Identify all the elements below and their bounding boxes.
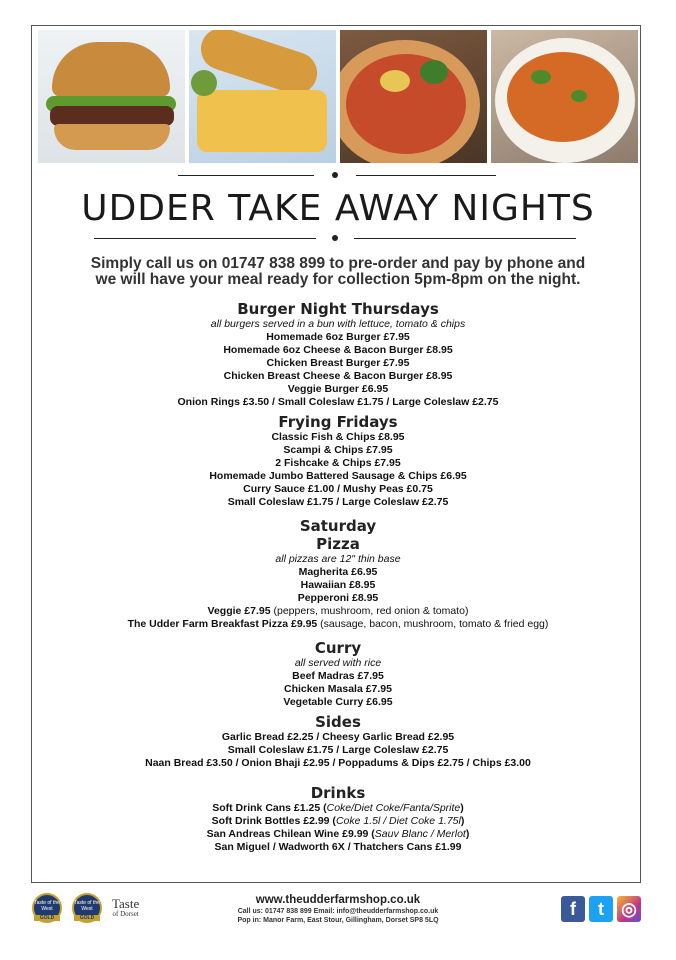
pizza-photo: [340, 30, 487, 163]
section-heading: Drinks: [310, 784, 366, 802]
menu-item-name: Soft Drink Bottles £2.99 (: [211, 815, 336, 827]
section-sides: [0, 713, 676, 770]
menu-item: [0, 605, 676, 618]
logo-text: Taste: [112, 896, 140, 911]
menu-item: Homemade 6oz Burger £7.95: [266, 331, 410, 343]
menu-item: Veggie Burger £6.95: [287, 383, 389, 395]
award-badge: GOLD: [74, 915, 100, 921]
burger-photo: [38, 30, 185, 163]
menu-item: Chicken Breast Cheese & Bacon Burger £8.95: [223, 370, 453, 382]
section-heading: Curry: [314, 639, 362, 657]
intro-line-2: we will have your meal ready for collection 5pm-8pm on the night.: [95, 271, 581, 288]
menu-item: Onion Rings £3.50 / Small Coleslaw £1.75 / Large Coleslaw £2.75: [177, 396, 499, 408]
menu-item-desc: Sauv Blanc / Merlot: [374, 828, 466, 840]
menu-item: Pepperoni £8.95: [297, 592, 379, 604]
section-heading: Sides: [315, 713, 361, 731]
section-note: all served with rice: [294, 657, 382, 669]
menu-item: Garlic Bread £2.25 / Cheesy Garlic Bread £2.95: [221, 731, 455, 743]
menu-item: Chicken Breast Burger £7.95: [266, 357, 410, 369]
menu-item: [0, 618, 676, 631]
menu-item: [0, 841, 676, 854]
menu-item-desc: (sausage, bacon, mushroom, tomato & fried egg): [317, 618, 549, 630]
menu: [0, 300, 676, 854]
intro-text: [0, 256, 676, 288]
menu-item: Naan Bread £3.50 / Onion Bhaji £2.95 / Poppadums & Dips £2.75 / Chips £3.00: [145, 757, 531, 769]
section-note: all pizzas are 12" thin base: [275, 553, 401, 565]
menu-item-end: ): [460, 802, 464, 814]
title-rule-top-right: [356, 175, 496, 176]
menu-item: Beef Madras £7.95: [292, 670, 384, 682]
menu-item-end: ): [460, 815, 465, 827]
menu-item: [0, 815, 676, 828]
intro-line-1: Simply call us on 01747 838 899 to pre-order and pay by phone and: [90, 255, 586, 272]
curry-photo: [491, 30, 638, 163]
menu-item: Homemade Jumbo Battered Sausage & Chips £6.95: [209, 470, 467, 482]
award-badge: GOLD: [34, 915, 60, 921]
section-burger: [0, 300, 676, 409]
section-heading: Frying Fridays: [278, 413, 398, 431]
contact-line: Call us: 01747 838 899 Email: info@theudderfarmshop.co.uk: [237, 908, 439, 915]
title-rule-bottom-left: [94, 238, 316, 239]
website-link[interactable]: www.theudderfarmshop.co.uk: [255, 894, 421, 906]
menu-item: Small Coleslaw £1.75 / Large Coleslaw £2.75: [227, 496, 449, 508]
menu-item-desc: Coke 1.5l / Diet Coke 1.75l: [335, 815, 461, 827]
menu-item-name: Soft Drink Cans £1.25 (: [212, 802, 327, 814]
section-drinks: [0, 784, 676, 854]
title-rule-bottom-right: [354, 238, 576, 239]
award-text: Taste of the West: [74, 900, 100, 912]
section-note: all burgers served in a bun with lettuce, tomato & chips: [210, 318, 466, 330]
twitter-icon[interactable]: t: [589, 896, 613, 922]
fish-and-chips-photo: [189, 30, 336, 163]
section-heading: Burger Night Thursdays: [237, 300, 439, 318]
title-dot-bottom: [332, 235, 338, 241]
section-frying: [0, 413, 676, 509]
menu-item: [0, 828, 676, 841]
menu-item: [0, 802, 676, 815]
menu-item-desc: (peppers, mushroom, red onion & tomato): [270, 605, 469, 617]
title-rule-top-left: [178, 175, 314, 176]
menu-item-name: The Udder Farm Breakfast Pizza £9.95: [127, 618, 318, 630]
menu-item: Magherita £6.95: [298, 566, 378, 578]
menu-item: 2 Fishcake & Chips £7.95: [275, 457, 401, 469]
section-pizza: [0, 517, 676, 631]
menu-item: Vegetable Curry £6.95: [283, 696, 393, 708]
menu-item-desc: Coke/Diet Coke/Fanta/Sprite: [326, 802, 461, 814]
title-dot-top: [332, 172, 338, 178]
logo-text: of Dorset: [112, 910, 139, 918]
menu-item: Classic Fish & Chips £8.95: [271, 431, 405, 443]
section-curry: [0, 639, 676, 709]
menu-item-name: Veggie £7.95: [207, 605, 271, 617]
menu-item: Homemade 6oz Cheese & Bacon Burger £8.95: [223, 344, 453, 356]
menu-item: Chicken Masala £7.95: [284, 683, 392, 695]
menu-item-name: San Andreas Chilean Wine £9.99 (: [206, 828, 375, 840]
menu-item: Scampi & Chips £7.95: [283, 444, 393, 456]
menu-item-name: San Miguel / Wadworth 6X / Thatchers Cans £1.99: [214, 841, 462, 853]
section-heading: Saturday: [299, 517, 377, 535]
menu-item-end: ): [465, 828, 470, 840]
section-heading: Pizza: [316, 535, 360, 553]
facebook-icon[interactable]: f: [561, 896, 585, 922]
menu-item: Hawaiian £8.95: [300, 579, 376, 591]
food-photo-strip: [38, 30, 638, 163]
page-title: UDDER TAKE AWAY NIGHTS: [81, 188, 595, 229]
instagram-icon[interactable]: ◎: [617, 896, 641, 922]
award-text: Taste of the West: [34, 900, 60, 912]
address-line: Pop in: Manor Farm, East Stour, Gillingham, Dorset SP8 5LQ: [237, 917, 439, 924]
menu-item: Curry Sauce £1.00 / Mushy Peas £0.75: [243, 483, 433, 495]
menu-item: Small Coleslaw £1.75 / Large Coleslaw £2.75: [227, 744, 449, 756]
